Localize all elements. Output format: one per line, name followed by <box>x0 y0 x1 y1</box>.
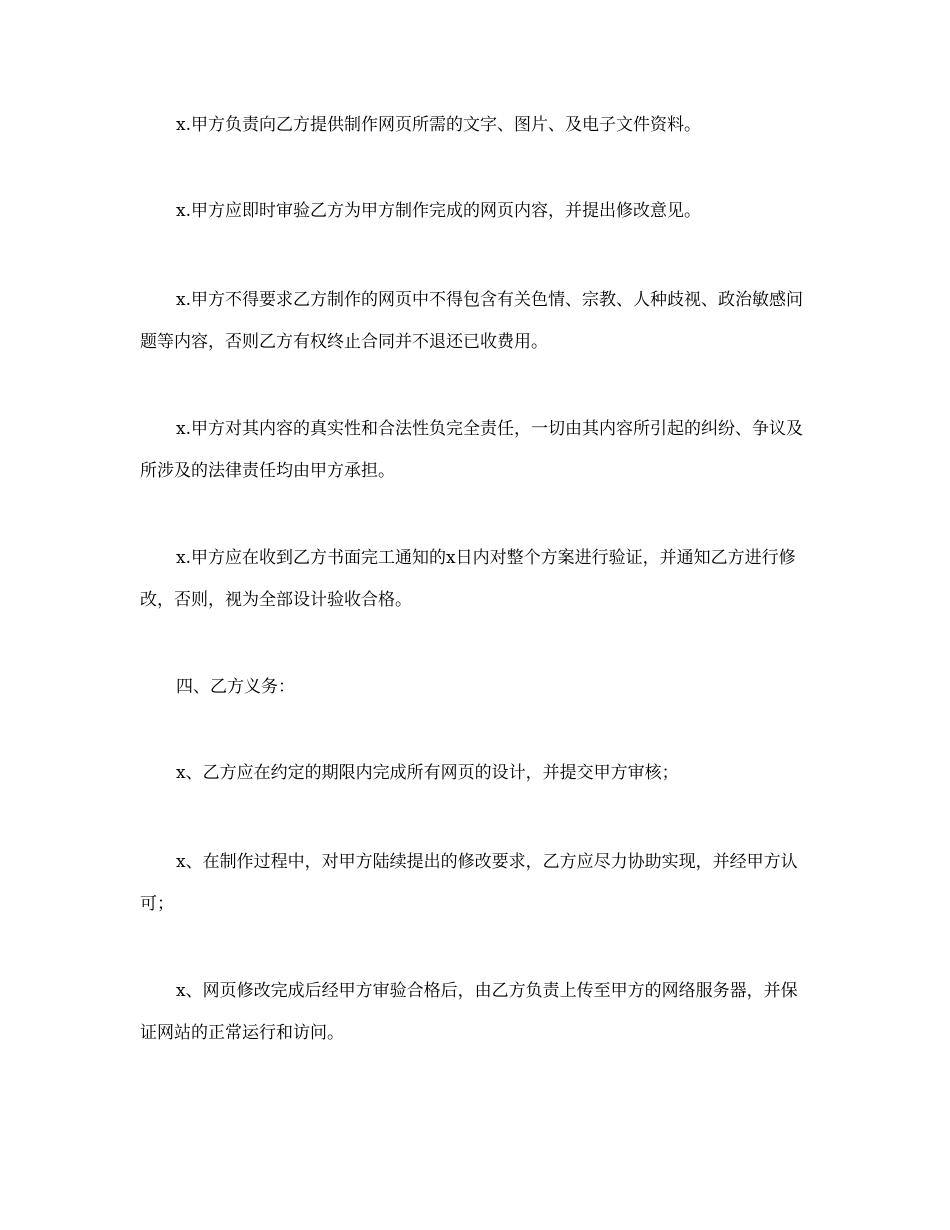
paragraph-party-a-acceptance-verification: x.甲方应在收到乙方书面完工通知的x日内对整个方案进行验证，并通知乙方进行修改，否则，视为全部设计验收合格。 <box>140 548 796 610</box>
paragraph-party-b-upload-and-maintain: x、网页修改完成后经甲方审验合格后，由乙方负责上传至甲方的网络服务器，并保证网站的正常运行和访问。 <box>140 981 798 1043</box>
paragraph-party-a-content-liability: x.甲方对其内容的真实性和合法性负完全责任，一切由其内容所引起的纠纷、争议及所涉及的法律责任均由甲方承担。 <box>140 419 803 481</box>
paragraph-party-a-content-restrictions: x.甲方不得要求乙方制作的网页中不得包含有关色情、宗教、人种歧视、政治敏感问题等内容，否则乙方有权终止合同并不退还已收费用。 <box>140 290 803 352</box>
paragraph-party-b-complete-design: x、乙方应在约定的期限内完成所有网页的设计，并提交甲方审核； <box>176 763 679 783</box>
paragraph-party-a-provide-materials: x.甲方负责向乙方提供制作网页所需的文字、图片、及电子文件资料。 <box>176 115 701 135</box>
paragraph-party-a-review-content: x.甲方应即时审验乙方为甲方制作完成的网页内容，并提出修改意见。 <box>176 201 701 221</box>
paragraph-party-b-assist-modifications: x、在制作过程中，对甲方陆续提出的修改要求，乙方应尽力协助实现，并经甲方认可； <box>140 852 798 914</box>
section-heading-party-b-obligations: 四、乙方义务： <box>176 677 295 697</box>
